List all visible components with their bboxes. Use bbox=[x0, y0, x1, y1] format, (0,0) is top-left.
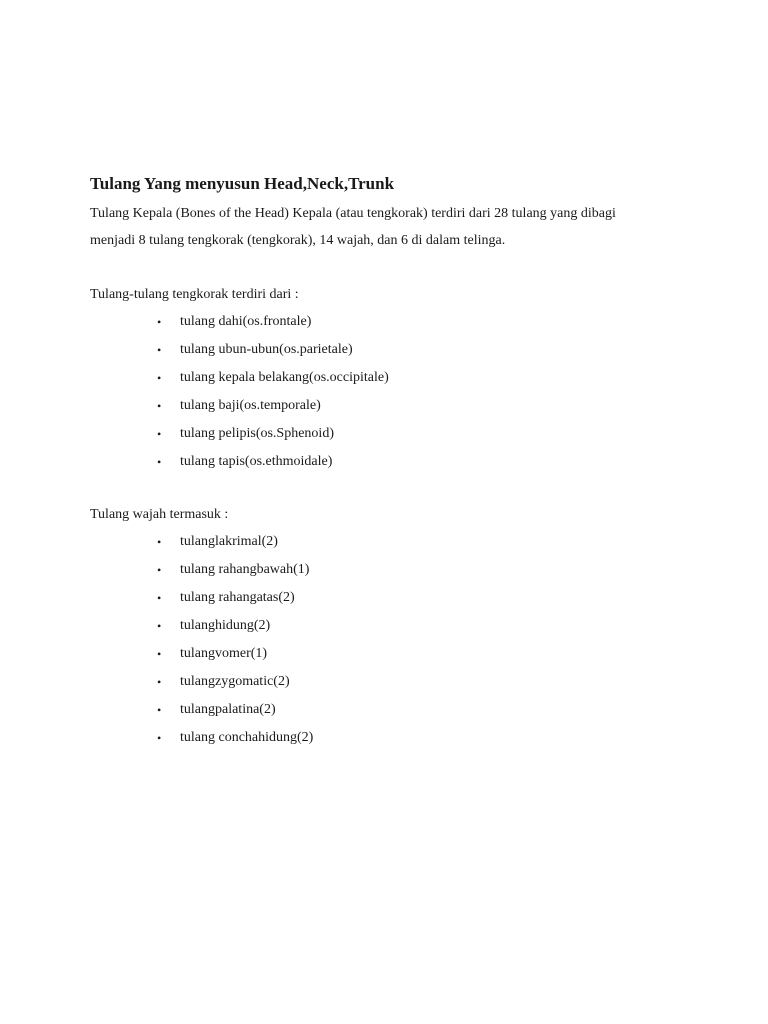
bullet-icon: • bbox=[157, 591, 162, 605]
bullet-icon: • bbox=[157, 535, 162, 549]
list-item-text: tulang pelipis(os.Sphenoid) bbox=[180, 426, 334, 441]
list-item-text: tulang dahi(os.frontale) bbox=[180, 314, 312, 329]
bullet-icon: • bbox=[157, 371, 162, 385]
bullet-icon: • bbox=[157, 343, 162, 357]
list-item-text: tulangvomer(1) bbox=[180, 646, 268, 661]
bullet-icon: • bbox=[157, 455, 162, 469]
intro-paragraph bbox=[90, 200, 616, 254]
face-bones-intro: Tulang wajah termasuk : bbox=[90, 507, 229, 522]
bullet-icon: • bbox=[157, 427, 162, 441]
list-item-text: tulang ubun-ubun(os.parietale) bbox=[180, 342, 353, 357]
intro-line-2: menjadi 8 tulang tengkorak (tengkorak), 14 wajah, dan 6 di dalam telinga. bbox=[90, 233, 506, 248]
list-item-text: tulang rahangbawah(1) bbox=[180, 562, 310, 577]
intro-line-1: Tulang Kepala (Bones of the Head) Kepala (atau tengkorak) terdiri dari 28 tulang yang dibagi bbox=[90, 206, 616, 221]
list-item-text: tulangpalatina(2) bbox=[180, 702, 276, 717]
bullet-icon: • bbox=[157, 399, 162, 413]
bullet-icon: • bbox=[157, 731, 162, 745]
list-item-text: tulangzygomatic(2) bbox=[180, 674, 290, 689]
bullet-icon: • bbox=[157, 647, 162, 661]
bullet-icon: • bbox=[157, 315, 162, 329]
list-item-text: tulang baji(os.temporale) bbox=[180, 398, 321, 413]
bullet-icon: • bbox=[157, 703, 162, 717]
list-item-text: tulang rahangatas(2) bbox=[180, 590, 295, 605]
list-item-text: tulanglakrimal(2) bbox=[180, 534, 278, 549]
bullet-icon: • bbox=[157, 563, 162, 577]
list-item-text: tulang kepala belakang(os.occipitale) bbox=[180, 370, 389, 385]
bullet-icon: • bbox=[157, 619, 162, 633]
list-item-text: tulanghidung(2) bbox=[180, 618, 271, 633]
document-title: Tulang Yang menyusun Head,Neck,Trunk bbox=[90, 174, 395, 193]
skull-bones-intro: Tulang-tulang tengkorak terdiri dari : bbox=[90, 287, 299, 302]
bullet-icon: • bbox=[157, 675, 162, 689]
list-item-text: tulang tapis(os.ethmoidale) bbox=[180, 454, 333, 469]
list-item-text: tulang conchahidung(2) bbox=[180, 730, 314, 745]
